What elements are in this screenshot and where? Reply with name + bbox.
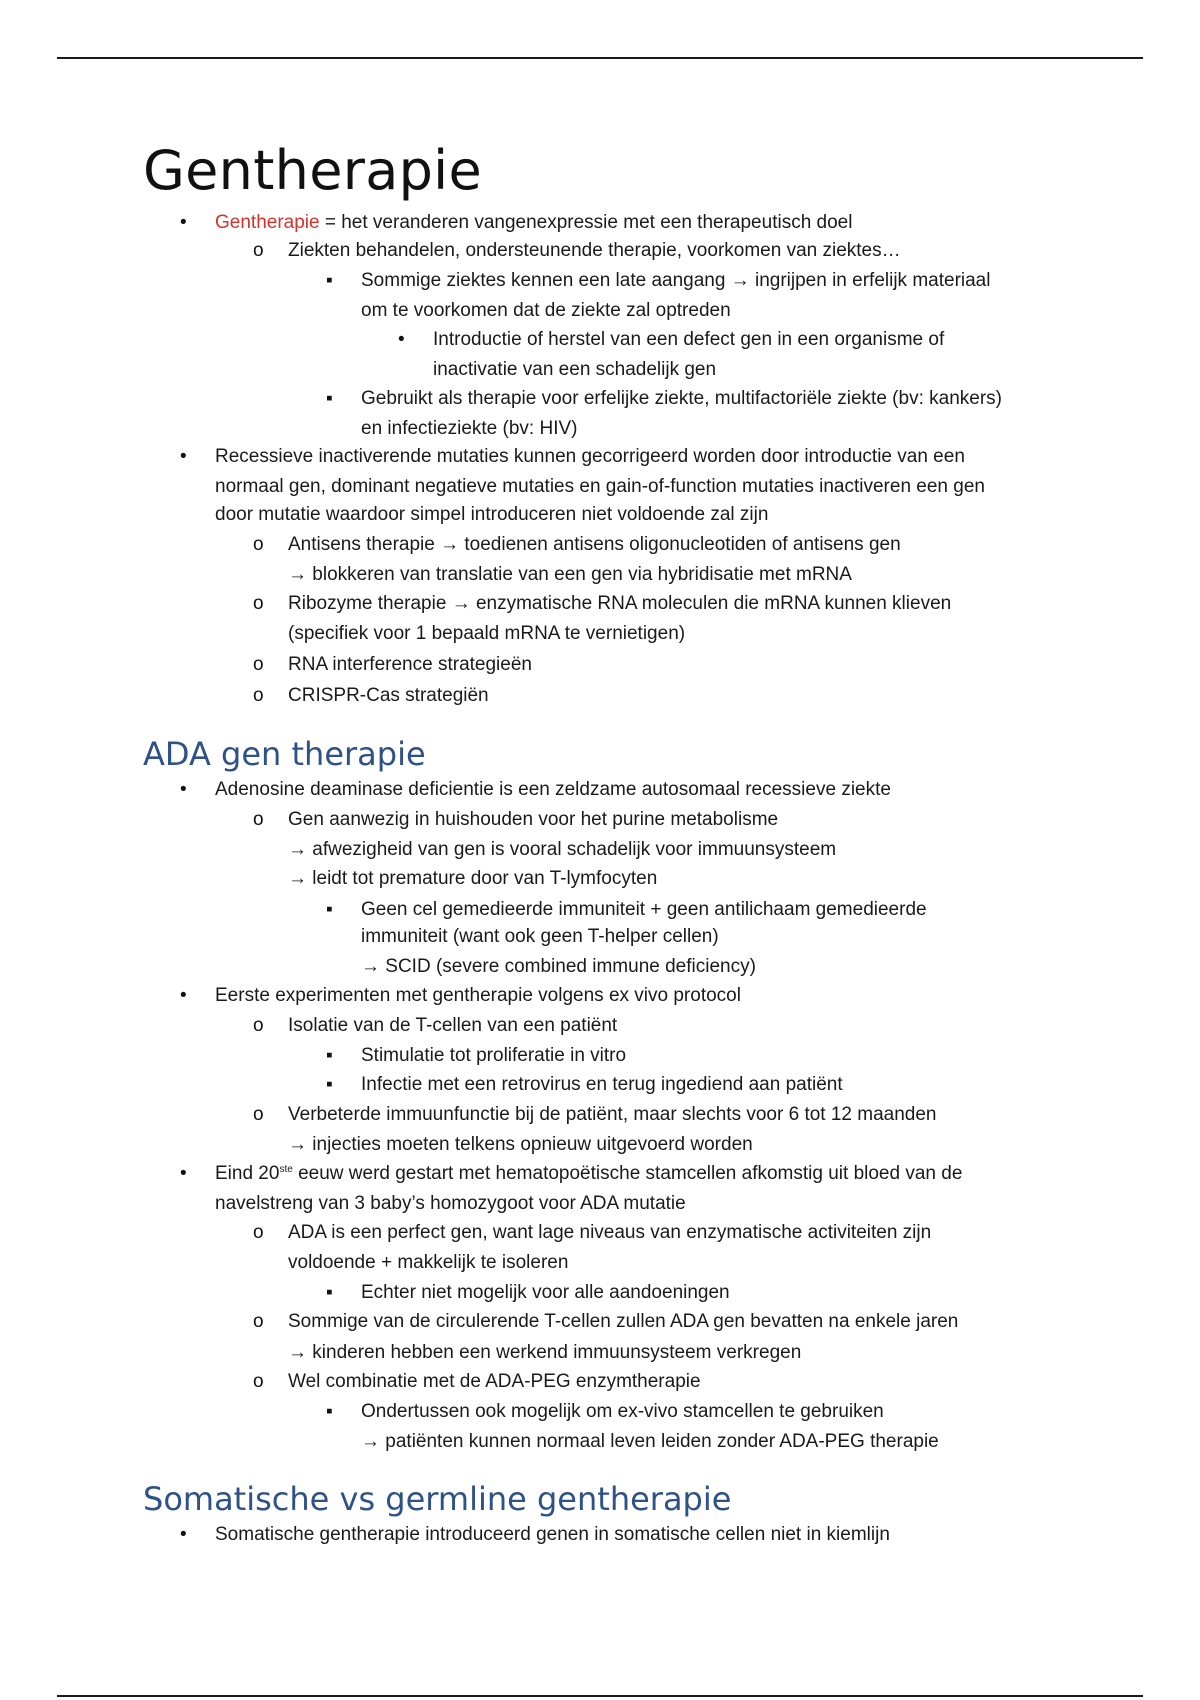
list-item: Infectie met een retrovirus en terug ingediend aan patiënt: [361, 1074, 843, 1095]
list-item-cont: → leidt tot premature door van T-lymfocyten: [288, 868, 658, 889]
bullet-l1: •: [180, 779, 187, 800]
section-heading-somatic: Somatische vs germline gentherapie: [143, 1480, 732, 1518]
bullet-l1: •: [180, 1524, 187, 1545]
list-item-cont: → blokkeren van translatie van een gen via hybridisatie met mRNA: [288, 564, 852, 585]
list-item: Isolatie van de T-cellen van een patiënt: [288, 1015, 618, 1036]
list-item: ADA is een perfect gen, want lage niveaus van enzymatische activiteiten zijn: [288, 1222, 932, 1243]
list-item-cont: en infectieziekte (bv: HIV): [361, 418, 578, 439]
list-item: Ziekten behandelen, ondersteunende therapie, voorkomen van ziektes…: [288, 240, 901, 261]
list-item: Sommige van de circulerende T-cellen zullen ADA gen bevatten na enkele jaren: [288, 1311, 959, 1332]
list-item: RNA interference strategieën: [288, 654, 532, 675]
footer-rule: [57, 1695, 1143, 1697]
bullet-l2: o: [253, 240, 264, 261]
bullet-l2: o: [253, 534, 264, 555]
list-item: Gen aanwezig in huishouden voor het purine metabolisme: [288, 809, 779, 830]
list-item-cont: (specifiek voor 1 bepaald mRNA te vernietigen): [288, 623, 686, 644]
bullet-l3: ▪: [326, 388, 333, 409]
list-item: Stimulatie tot proliferatie in vitro: [361, 1045, 627, 1066]
eind-text-rest: eeuw werd gestart met hematopoëtische stamcellen afkomstig uit bloed van de: [292, 1163, 963, 1184]
list-item-cont: → patiënten kunnen normaal leven leiden zonder ADA-PEG therapie: [361, 1431, 939, 1452]
list-item-cont: immuniteit (want ook geen T-helper cellen): [361, 926, 719, 947]
list-item-cont: → afwezigheid van gen is vooral schadelijk voor immuunsysteem: [288, 839, 837, 860]
list-item: Verbeterde immuunfunctie bij de patiënt, maar slechts voor 6 tot 12 maanden: [288, 1104, 937, 1125]
bullet-l2: o: [253, 1311, 264, 1332]
page-title: Gentherapie: [143, 139, 483, 202]
list-item-cont: → injecties moeten telkens opnieuw uitgevoerd worden: [288, 1134, 753, 1155]
list-item: CRISPR-Cas strategiën: [288, 685, 489, 706]
bullet-l3: ▪: [326, 1401, 333, 1422]
list-item: Sommige ziektes kennen een late aangang → ingrijpen in erfelijk materiaal: [361, 270, 991, 291]
list-item: Adenosine deaminase deficientie is een zeldzame autosomaal recessieve ziekte: [215, 779, 891, 800]
list-item-cont: door mutatie waardoor simpel introduceren niet voldoende zal zijn: [215, 504, 769, 525]
superscript-ste: ste: [279, 1164, 293, 1175]
bullet-l2: o: [253, 593, 264, 614]
list-item: Geen cel gemedieerde immuniteit + geen antilichaam gemedieerde: [361, 899, 927, 920]
header-rule: [57, 57, 1143, 59]
list-item: Recessieve inactiverende mutaties kunnen gecorrigeerd worden door introductie van een: [215, 446, 965, 467]
list-item: Ondertussen ook mogelijk om ex-vivo stamcellen te gebruiken: [361, 1401, 884, 1422]
list-item: Eerste experimenten met gentherapie volgens ex vivo protocol: [215, 985, 741, 1006]
list-item-cont: inactivatie van een schadelijk gen: [433, 359, 717, 380]
list-item: Antisens therapie → toedienen antisens oligonucleotiden of antisens gen: [288, 534, 901, 555]
bullet-l1: •: [180, 212, 187, 233]
bullet-l3: ▪: [326, 1045, 333, 1066]
bullet-l3: ▪: [326, 899, 333, 920]
definition-text: = het veranderen vangenexpressie met een therapeutisch doel: [319, 212, 853, 233]
list-item: Ribozyme therapie → enzymatische RNA moleculen die mRNA kunnen klieven: [288, 593, 952, 614]
bullet-l4: •: [398, 329, 405, 350]
bullet-l2: o: [253, 685, 264, 706]
bullet-l2: o: [253, 654, 264, 675]
bullet-l2: o: [253, 1222, 264, 1243]
bullet-l2: o: [253, 1104, 264, 1125]
list-item-cont: om te voorkomen dat de ziekte zal optreden: [361, 300, 731, 321]
list-item-cont: navelstreng van 3 baby’s homozygoot voor ADA mutatie: [215, 1193, 686, 1214]
list-item-cont: normaal gen, dominant negatieve mutaties en gain-of-function mutaties inactiveren een gen: [215, 476, 985, 497]
list-item: Echter niet mogelijk voor alle aandoeningen: [361, 1282, 730, 1303]
list-item-cont: → SCID (severe combined immune deficiency): [361, 956, 756, 977]
list-item: Wel combinatie met de ADA-PEG enzymtherapie: [288, 1371, 701, 1392]
bullet-l1: •: [180, 985, 187, 1006]
list-item: [215, 1160, 962, 1188]
bullet-l2: o: [253, 809, 264, 830]
list-item: Gebruikt als therapie voor erfelijke ziekte, multifactoriële ziekte (bv: kankers): [361, 388, 1002, 409]
list-item-cont: → kinderen hebben een werkend immuunsysteem verkregen: [288, 1342, 802, 1363]
bullet-l2: o: [253, 1015, 264, 1036]
bullet-l1: •: [180, 1163, 187, 1184]
definition-term: Gentherapie: [215, 212, 320, 233]
list-item: Introductie of herstel van een defect gen in een organisme of: [433, 329, 945, 350]
definition-line: [215, 209, 852, 237]
bullet-l3: ▪: [326, 270, 333, 291]
bullet-l3: ▪: [326, 1074, 333, 1095]
list-item-cont: voldoende + makkelijk te isoleren: [288, 1252, 569, 1273]
section-heading-ada: ADA gen therapie: [143, 735, 426, 773]
bullet-l2: o: [253, 1371, 264, 1392]
eind-text: Eind 20: [215, 1163, 280, 1184]
bullet-l1: •: [180, 446, 187, 467]
list-item: Somatische gentherapie introduceerd genen in somatische cellen niet in kiemlijn: [215, 1524, 890, 1545]
bullet-l3: ▪: [326, 1282, 333, 1303]
